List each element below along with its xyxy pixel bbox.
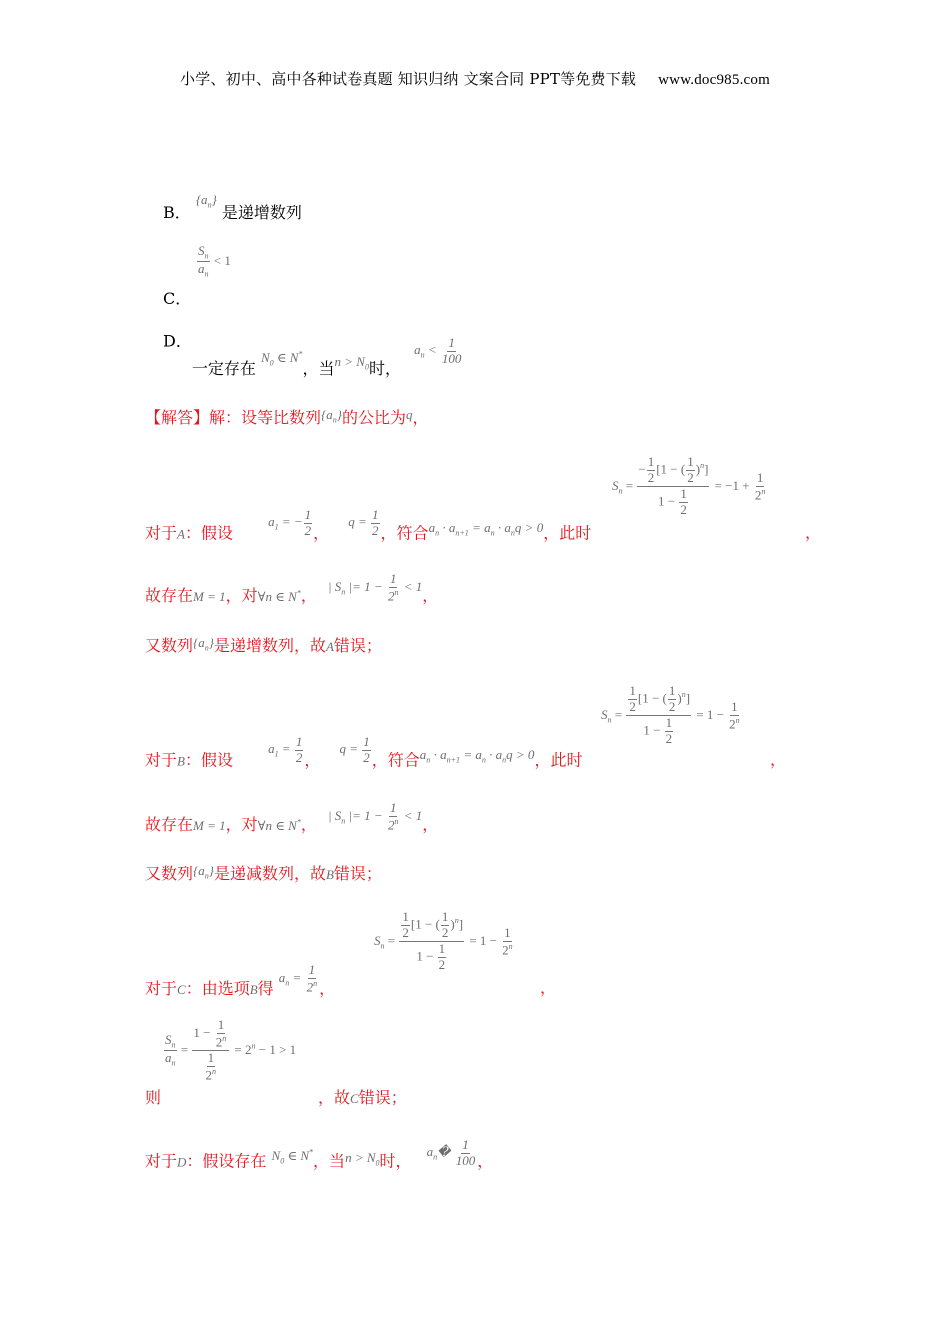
header-title: 小学、初中、高中各种试卷真题 知识归纳 文案合同 PPT等免费下载: [180, 70, 637, 88]
option-c-formula: $\frac{S_n}{a_n}$ < 1: [198, 243, 231, 279]
case-a-line2: 故存在M = 1，对∀n ∈ N*， $^{| S_n |= 1 - \frac{1}{2^n} < 1}$，: [145, 571, 439, 606]
case-b-sum-formula: $S_n$ = $\frac{1}{2}$ [1 − ( $\frac{1}{2}$ )$^n$] 1 − $\frac{1}{2}$ = 1 − $\frac{1}{2^n}$: [601, 683, 740, 746]
case-b-line1: 对于B：假设 $^{a_1 = \frac{1}{2}}$ ， $^{q = \frac{1}{2}}$ ，符合$^{a_n \cdot a_{n+1} = a_n \cdot a_nq > 0}$，此时: [145, 734, 583, 770]
header-site: www.doc985.com: [658, 72, 770, 88]
case-c-line1: 对于C：由选项B得 $^{a_n = \frac{1}{2^n}}$ ，: [145, 962, 336, 999]
case-d-line1: 对于D：假设存在 $^{N_0 \in N^*}$，当$^{n > N_0}$时， $^{a_n� \frac{1}{100}}$ ，: [145, 1137, 494, 1171]
option-b: B． $^{\{a_n\}}$ 是递增数列: [163, 192, 302, 222]
case-b-line3: 又数列$^{\{a_n\}}$是递减数列，故B错误；: [145, 863, 382, 883]
option-c-label: C．: [163, 289, 192, 308]
case-c-line2: ，故C错误；: [318, 1088, 407, 1107]
case-a-line3: 又数列$^{\{a_n\}}$是递增数列，故A错误；: [145, 635, 382, 655]
case-c-ratio-formula: $\frac{S_n}{a_n}$ = 1 − $\frac{1}{2^n}$ $\frac{1}{2^n}$ = $2^n - 1 > 1$: [165, 1017, 297, 1083]
case-c-sum-formula: $S_n$ = $\frac{1}{2}$ [1 − ( $\frac{1}{2}$ )$^n$] 1 − $\frac{1}{2}$ = 1 − $\frac{1}{2^n}$: [374, 909, 513, 972]
page-header: [0, 68, 950, 89]
solution-intro: 【解答】解：设等比数列$^{\{a_n\}}$的公比为$^q$，: [145, 407, 429, 427]
option-d: D．一定存在 $_{N_0 \in N^*}$，当$_{n > N_0}$时， $_{a_n < \frac{1}{100}}$: [163, 331, 462, 379]
case-a-sum-formula: $S_n$ = − $\frac{1}{2}$ [1 − ( $\frac{1}{2}$ )$^n$] 1 − $\frac{1}{2}$ = −1 + $\frac{1}{2^n}$: [612, 454, 766, 517]
case-b-line2: 故存在M = 1，对∀n ∈ N*， $^{| S_n |= 1 - \frac{1}{2^n} < 1}$，: [145, 800, 439, 835]
case-c-then: 则: [145, 1088, 162, 1107]
case-a-line1: 对于A：假设 $^{a_1 = - \frac{1}{2}}$ ， $^{q = \frac{1}{2}}$ ，符合$^{a_n \cdot a_{n+1} = a_n \cdot a_nq > 0}$，此时: [145, 507, 592, 543]
